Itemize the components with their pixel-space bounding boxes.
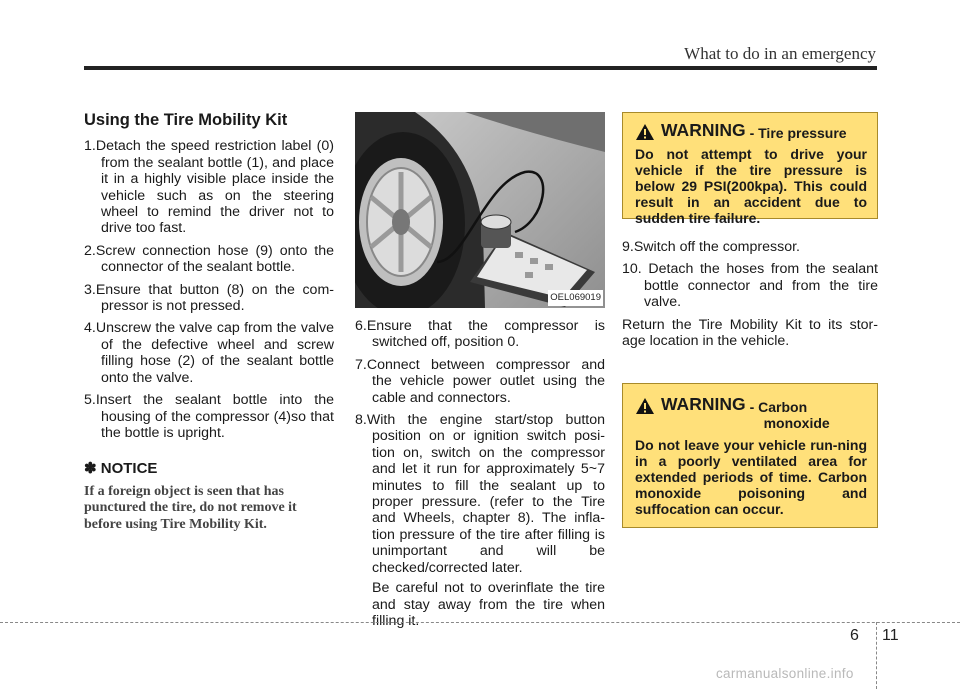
step-number: 7. — [355, 356, 367, 373]
warning-header — [635, 122, 867, 141]
warning-box-carbon-monoxide — [622, 383, 878, 528]
watermark: carmanualsonline.info — [716, 666, 854, 681]
warning-label: WARNING — [661, 120, 746, 140]
step-text: Insert the sealant bottle into the housing of the compressor (4)so that the bottle is upright. — [95, 392, 334, 441]
page-separator — [876, 622, 877, 689]
step-item — [84, 392, 334, 441]
tire-kit-photo — [355, 112, 605, 308]
header-title: What to do in an emergency — [684, 44, 876, 63]
warning-label: WARNING — [661, 394, 746, 414]
step-number: 2. — [84, 242, 96, 259]
warning-subtitle — [750, 399, 830, 432]
warning-triangle-icon — [635, 397, 655, 415]
step-item — [84, 320, 334, 386]
step-text: With the engine start/stop button position on or ignition switch posi-tion on, switch on the compressor and let it run for approximately 5~7 minutes to fill the sealant up to proper pressure. (refer to the Tire and Wheels, chapter 8). The infla-tion pressure of the tire after filling is unimportant and will be checked/corrected later. — [366, 412, 605, 576]
page-number: 11 — [882, 627, 899, 644]
steps-list-right — [622, 239, 878, 311]
step-text: Unscrew the valve cap from the valve of the defective wheel and screw filling hose (2) of the sealant bottle onto the valve. — [95, 320, 334, 386]
warning-text: Do not leave your vehicle run-ning in a poorly ventilated area for extended periods of time. Carbon monoxide poisoning and suffocation can occur. — [635, 436, 867, 517]
step-item — [355, 318, 605, 351]
step-text: Ensure that button (8) on the com-pressor is not pressed. — [95, 281, 334, 315]
step-number: 10. — [622, 261, 642, 278]
step-number: 5. — [84, 392, 96, 409]
warning-header — [635, 396, 867, 432]
step-number: 6. — [355, 318, 367, 334]
step-number: 8. — [355, 412, 367, 429]
step-number: 1. — [84, 138, 96, 155]
column-middle — [355, 112, 605, 629]
chapter-number: 6 — [850, 627, 859, 644]
step-item — [622, 261, 878, 310]
step-item — [355, 357, 605, 406]
step-text: Switch off the compressor. — [633, 239, 800, 255]
column-right — [622, 112, 878, 517]
step-number: 9. — [622, 239, 634, 255]
warning-box-tire-pressure — [622, 112, 878, 227]
step-item — [355, 412, 605, 576]
header-rule — [84, 66, 877, 70]
warning-triangle-icon — [635, 123, 655, 141]
step-text: Ensure that the compressor is switched off, position 0. — [366, 318, 605, 351]
step-number: 4. — [84, 320, 96, 337]
warning-subtitle-line2: monoxide — [763, 415, 830, 432]
closing-text: Return the Tire Mobility Kit to its stor-age location in the vehicle. — [622, 316, 878, 350]
step-item — [84, 138, 334, 236]
steps-list-middle — [355, 318, 605, 576]
step-text: Connect between compressor and the vehicle power outlet using the cable and connectors. — [366, 356, 605, 406]
step-item — [84, 282, 334, 315]
warning-text: Do not attempt to drive your vehicle if the tire pressure is below 29 PSI(200kpa). This could result in an accident due to sudden tire failure. — [635, 146, 867, 227]
step-item — [84, 243, 334, 276]
step-text: Detach the hoses from the sealant bottle connector and from the tire valve. — [644, 261, 878, 311]
step-text: Screw connection hose (9) onto the connector of the sealant bottle. — [95, 242, 334, 276]
column-left — [84, 112, 334, 533]
warning-subtitle-line1: - Carbon — [749, 399, 808, 415]
step8-caution: Be careful not to overinflate the tire and stay away from the tire when filling it. — [372, 580, 605, 629]
step-text: Detach the speed restriction label (0) from the sealant bottle (1), and place it in a highly visible place inside the vehicle such as on the steering wheel to remind the driver not to drive too fast. — [95, 138, 334, 237]
steps-list-left — [84, 138, 334, 441]
tire-kit-illustration — [355, 112, 605, 308]
figure-code: OEL069019 — [548, 290, 603, 306]
warning-subtitle: - Tire pressure — [749, 125, 847, 141]
notice-text: If a foreign object is seen that has punctured the tire, do not remove it before using Tire Mobility Kit. — [84, 483, 297, 532]
footer-rule — [0, 622, 960, 623]
notice-title: ✽ NOTICE — [84, 460, 158, 478]
section-title: Using the Tire Mobility Kit — [84, 111, 288, 129]
step-item — [622, 239, 878, 255]
step-number: 3. — [84, 281, 96, 298]
